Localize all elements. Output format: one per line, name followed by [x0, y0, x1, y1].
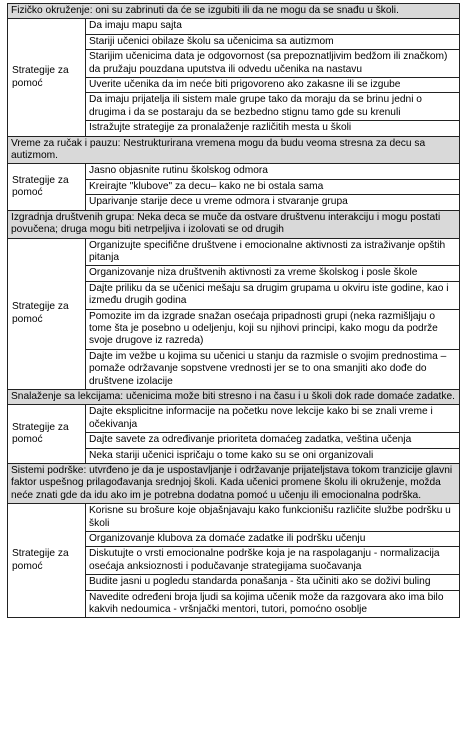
- strategy-item: Dajte priliku da se učenici mešaju sa drugim grupama u okviru iste godine, kao i između drugih godina: [86, 281, 460, 309]
- strategy-row: [8, 504, 460, 532]
- strategy-item: Istražujte strategije za pronalaženje različitih mesta u školi: [86, 121, 460, 136]
- strategy-label: Strategije za pomoć: [8, 238, 86, 389]
- strategy-row: [8, 238, 460, 266]
- section-header-row: [8, 210, 460, 238]
- section-header-row: [8, 389, 460, 404]
- section-header: Vreme za ručak i pauzu: Nestrukturirana vremena mogu da budu veoma stresna za decu sa autizmom.: [8, 136, 460, 164]
- strategy-item: Dajte eksplicitne informacije na početku nove lekcije kako bi se znali vreme i očekivanja: [86, 405, 460, 433]
- strategy-item: Jasno objasnite rutinu školskog odmora: [86, 164, 460, 179]
- strategy-item: Uparivanje starije dece u vreme odmora i stvaranje grupa: [86, 195, 460, 210]
- strategy-item: Korisne su brošure koje objašnjavaju kako funkcionišu različite službe podršku u školi: [86, 504, 460, 532]
- section-header: Snalaženje sa lekcijama: učenicima može biti stresno i na času i u školi dok rade domaće zadatke.: [8, 389, 460, 404]
- strategy-row: [8, 19, 460, 34]
- strategy-item: Kreirajte "klubove" za decu– kako ne bi ostala sama: [86, 179, 460, 194]
- strategy-label: Strategije za pomoć: [8, 164, 86, 210]
- strategy-item: Diskutujte o vrsti emocionalne podrške koja je na raspolaganju - normalizacija osećaja anksioznosti i podučavanje strategijama suočavanja: [86, 547, 460, 575]
- strategy-label: Strategije za pomoć: [8, 504, 86, 618]
- section-header-row: [8, 136, 460, 164]
- section-header-row: [8, 464, 460, 504]
- strategy-label: Strategije za pomoć: [8, 19, 86, 136]
- strategies-table-body: [8, 4, 460, 618]
- strategy-item: Uverite učenika da im neće biti prigovoreno ako zakasne ili se izgube: [86, 78, 460, 93]
- strategy-item: Budite jasni u pogledu standarda ponašanja - šta učiniti ako se doživi buling: [86, 575, 460, 590]
- strategy-row: [8, 405, 460, 433]
- section-header-row: [8, 4, 460, 19]
- section-header: Sistemi podrške: utvrđeno je da je uspostavljanje i održavanje prijateljstava tokom tranzicije glavni faktor uspešnog prilagođavanja srednjoj školi. Kada učenici promene školu ili okruženje, možda neće znati gde da idu ako im je potrebna dodatna pomoć u učenju ili emocionalna podrška.: [8, 464, 460, 504]
- strategy-item: Organizovanje niza društvenih aktivnosti za vreme školskog i posle škole: [86, 266, 460, 281]
- section-header: Fizičko okruženje: oni su zabrinuti da će se izgubiti ili da ne mogu da se snađu u školi.: [8, 4, 460, 19]
- strategies-table-wrapper: [7, 3, 459, 618]
- strategy-item: Pomozite im da izgrade snažan osećaja pripadnosti grupi (neka razmišljaju o tome šta je posebno u odeljenju, koji su njihovi principi, kako mogu da podrže svoje drugove iz razreda): [86, 309, 460, 349]
- strategy-item: Da imaju prijatelja ili sistem male grupe tako da moraju da se brinu jedni o drugima i da se postaraju da se bezbedno stignu tamo gde su krenuli: [86, 93, 460, 121]
- strategy-item: Dajte savete za određivanje prioriteta domaćeg zadatka, veština učenja: [86, 433, 460, 448]
- strategy-label: Strategije za pomoć: [8, 405, 86, 464]
- strategy-item: Stariji učenici obilaze školu sa učenicima sa autizmom: [86, 34, 460, 49]
- strategy-item: Navedite određeni broja ljudi sa kojima učenik može da razgovara ako ima bilo kakvih nedoumica - vršnjački mentori, tutori, pomoćno osoblje: [86, 590, 460, 618]
- strategy-item: Organizujte specifične društvene i emocionalne aktivnosti za istraživanje opštih pitanja: [86, 238, 460, 266]
- strategy-item: Da imaju mapu sajta: [86, 19, 460, 34]
- strategy-item: Dajte im vežbe u kojima su učenici u stanju da razmisle o svojim prednostima – pomaže održavanje sopstvene vrednosti jer se to ona smanjiti ako dođe do društvene izolacije: [86, 349, 460, 389]
- strategy-item: Neka stariji učenici ispričaju o tome kako su se oni organizovali: [86, 448, 460, 463]
- strategy-item: Starijim učenicima data je odgovornost (sa prepoznatljivim bedžom ili značkom) da pružaju pouzdana uputstva ili odvedu učenika na nastavu: [86, 50, 460, 78]
- section-header: Izgradnja društvenih grupa: Neka deca se muče da ostvare društvenu interakciju i mogu postati povučena; druga mogu biti netrpeljiva i izolovati se od drugih: [8, 210, 460, 238]
- strategy-row: [8, 164, 460, 179]
- strategy-item: Organizovanje klubova za domaće zadatke ili podršku učenju: [86, 532, 460, 547]
- strategies-table: [7, 3, 460, 618]
